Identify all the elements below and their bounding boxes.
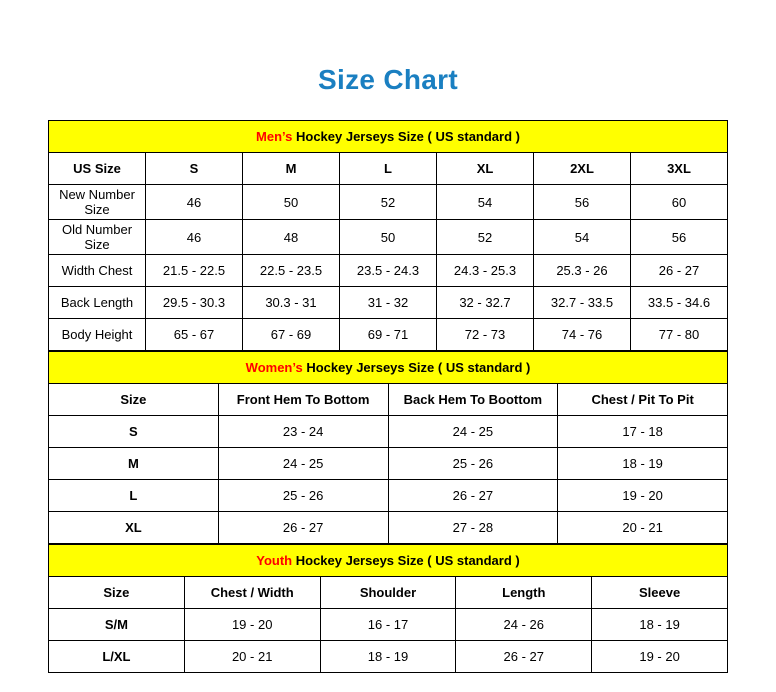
mens-cell: 30.3 - 31 — [243, 287, 340, 319]
womens-cell: 18 - 19 — [558, 448, 728, 480]
mens-cell: 21.5 - 22.5 — [146, 255, 243, 287]
mens-row-label: Body Height — [49, 319, 146, 351]
table-row — [49, 255, 728, 287]
womens-cell: 19 - 20 — [558, 480, 728, 512]
table-row — [49, 287, 728, 319]
youth-header-cell: Length — [456, 577, 592, 609]
youth-cell: 26 - 27 — [456, 641, 592, 673]
womens-row-label: S — [49, 416, 219, 448]
mens-header-cell: XL — [437, 153, 534, 185]
mens-banner-rest: Hockey Jerseys Size ( US standard ) — [292, 129, 520, 144]
womens-banner-cell — [49, 352, 728, 384]
mens-header-cell: S — [146, 153, 243, 185]
mens-cell: 77 - 80 — [631, 319, 728, 351]
mens-cell: 22.5 - 23.5 — [243, 255, 340, 287]
youth-cell: 20 - 21 — [184, 641, 320, 673]
mens-header-cell: L — [340, 153, 437, 185]
womens-header-cell: Back Hem To Boottom — [388, 384, 558, 416]
youth-row-label: S/M — [49, 609, 185, 641]
youth-banner-row — [49, 545, 728, 577]
mens-row-label: New Number Size — [49, 185, 146, 220]
table-row — [49, 416, 728, 448]
mens-cell: 50 — [243, 185, 340, 220]
mens-header-cell: US Size — [49, 153, 146, 185]
mens-cell: 50 — [340, 220, 437, 255]
womens-header-row — [49, 384, 728, 416]
womens-cell: 26 - 27 — [218, 512, 388, 544]
mens-cell: 52 — [437, 220, 534, 255]
mens-header-cell: M — [243, 153, 340, 185]
youth-header-cell: Shoulder — [320, 577, 456, 609]
mens-size-table — [48, 120, 728, 351]
youth-header-cell: Chest / Width — [184, 577, 320, 609]
youth-cell: 24 - 26 — [456, 609, 592, 641]
mens-cell: 72 - 73 — [437, 319, 534, 351]
youth-header-cell: Size — [49, 577, 185, 609]
womens-header-cell: Size — [49, 384, 219, 416]
table-row — [49, 448, 728, 480]
mens-cell: 25.3 - 26 — [534, 255, 631, 287]
mens-header-cell: 3XL — [631, 153, 728, 185]
womens-cell: 25 - 26 — [388, 448, 558, 480]
mens-header-cell: 2XL — [534, 153, 631, 185]
mens-row-label: Back Length — [49, 287, 146, 319]
womens-cell: 24 - 25 — [388, 416, 558, 448]
mens-cell: 65 - 67 — [146, 319, 243, 351]
size-chart-container — [48, 120, 728, 673]
mens-cell: 33.5 - 34.6 — [631, 287, 728, 319]
youth-header-cell: Sleeve — [592, 577, 728, 609]
womens-row-label: L — [49, 480, 219, 512]
mens-banner-highlight: Men’s — [256, 129, 293, 144]
mens-cell: 60 — [631, 185, 728, 220]
mens-cell: 46 — [146, 220, 243, 255]
mens-banner-row — [49, 121, 728, 153]
mens-row-label: Width Chest — [49, 255, 146, 287]
mens-cell: 32 - 32.7 — [437, 287, 534, 319]
table-row — [49, 480, 728, 512]
mens-cell: 69 - 71 — [340, 319, 437, 351]
womens-header-cell: Chest / Pit To Pit — [558, 384, 728, 416]
womens-row-label: XL — [49, 512, 219, 544]
mens-header-row — [49, 153, 728, 185]
womens-cell: 23 - 24 — [218, 416, 388, 448]
mens-cell: 32.7 - 33.5 — [534, 287, 631, 319]
mens-cell: 46 — [146, 185, 243, 220]
youth-cell: 19 - 20 — [184, 609, 320, 641]
youth-size-table — [48, 544, 728, 673]
mens-cell: 31 - 32 — [340, 287, 437, 319]
mens-cell: 23.5 - 24.3 — [340, 255, 437, 287]
womens-cell: 24 - 25 — [218, 448, 388, 480]
womens-banner-rest: Hockey Jerseys Size ( US standard ) — [302, 360, 531, 375]
womens-cell: 17 - 18 — [558, 416, 728, 448]
table-row — [49, 319, 728, 351]
table-row — [49, 641, 728, 673]
youth-cell: 18 - 19 — [592, 609, 728, 641]
womens-row-label: M — [49, 448, 219, 480]
mens-cell: 54 — [534, 220, 631, 255]
youth-cell: 19 - 20 — [592, 641, 728, 673]
mens-banner-cell — [49, 121, 728, 153]
youth-header-row — [49, 577, 728, 609]
table-row — [49, 512, 728, 544]
mens-cell: 29.5 - 30.3 — [146, 287, 243, 319]
mens-cell: 26 - 27 — [631, 255, 728, 287]
womens-header-cell: Front Hem To Bottom — [218, 384, 388, 416]
mens-row-label: Old Number Size — [49, 220, 146, 255]
womens-cell: 26 - 27 — [388, 480, 558, 512]
table-row — [49, 609, 728, 641]
mens-cell: 24.3 - 25.3 — [437, 255, 534, 287]
youth-cell: 16 - 17 — [320, 609, 456, 641]
mens-cell: 56 — [631, 220, 728, 255]
youth-cell: 18 - 19 — [320, 641, 456, 673]
womens-size-table — [48, 351, 728, 544]
table-row — [49, 185, 728, 220]
womens-banner-row — [49, 352, 728, 384]
mens-cell: 52 — [340, 185, 437, 220]
youth-row-label: L/XL — [49, 641, 185, 673]
youth-banner-highlight: Youth — [256, 553, 293, 568]
youth-banner-rest: Hockey Jerseys Size ( US standard ) — [292, 553, 520, 568]
mens-cell: 56 — [534, 185, 631, 220]
mens-cell: 74 - 76 — [534, 319, 631, 351]
youth-banner-cell — [49, 545, 728, 577]
womens-cell: 25 - 26 — [218, 480, 388, 512]
womens-cell: 27 - 28 — [388, 512, 558, 544]
table-row — [49, 220, 728, 255]
mens-cell: 67 - 69 — [243, 319, 340, 351]
mens-cell: 54 — [437, 185, 534, 220]
womens-banner-highlight: Women’s — [245, 360, 303, 375]
mens-cell: 48 — [243, 220, 340, 255]
womens-cell: 20 - 21 — [558, 512, 728, 544]
page-title: Size Chart — [318, 64, 458, 95]
